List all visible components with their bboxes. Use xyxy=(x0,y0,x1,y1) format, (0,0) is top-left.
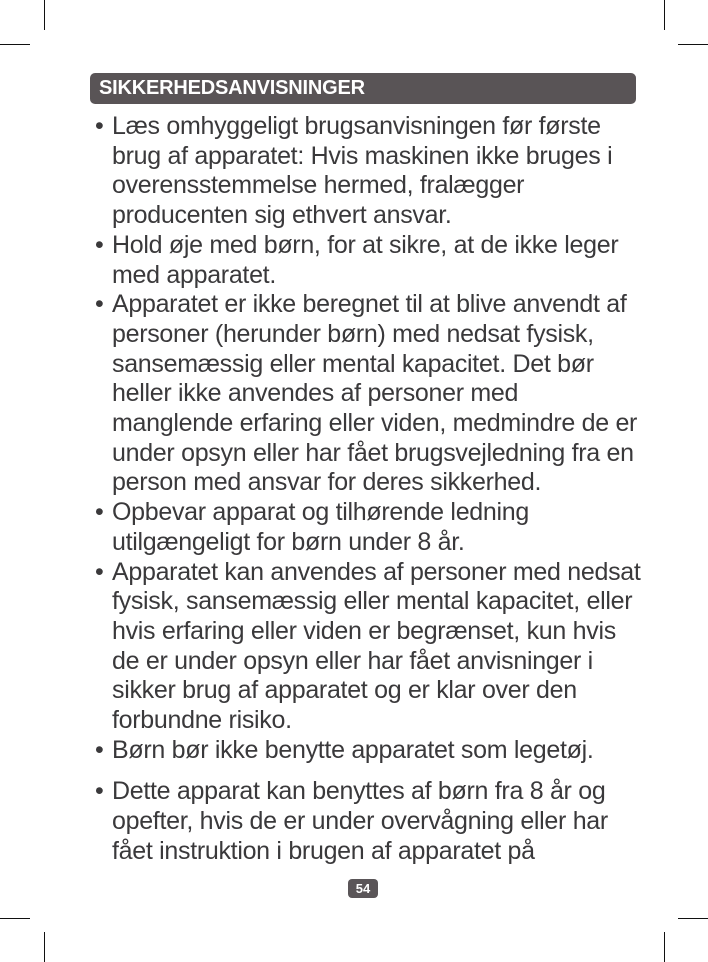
bullet-icon: • xyxy=(95,735,104,764)
list-item xyxy=(95,736,643,766)
bullet-icon: • xyxy=(95,290,104,319)
crop-mark-top-right-vertical xyxy=(664,0,665,30)
crop-mark-bottom-right-horizontal xyxy=(678,918,708,919)
bullet-icon: • xyxy=(95,777,104,806)
crop-mark-bottom-left-horizontal xyxy=(0,918,30,919)
safety-instructions-list xyxy=(95,112,643,867)
instruction-text: Hold øje med børn, for at sikre, at de ikke leger med apparatet. xyxy=(112,230,619,289)
instruction-text: Børn bør ikke benytte apparatet som legetøj. xyxy=(112,735,594,764)
instruction-text: Dette apparat kan benyttes af børn fra 8 år og opefter, hvis de er under overvågning eller har fået instruktion i brugen af apparatet på xyxy=(112,777,608,865)
instruction-text: Apparatet er ikke beregnet til at blive anvendt af personer (herunder børn) med nedsat fysisk, sansemæssig eller mental kapacitet. Det bør heller ikke anvendes af personer med manglende erfaring eller viden, medmindre de er under opsyn eller har fået brugsvejledning fra en person med ansvar for deres sikkerhed. xyxy=(112,290,638,497)
crop-mark-top-left-vertical xyxy=(44,0,45,30)
bullet-icon: • xyxy=(95,498,104,527)
instruction-text: Apparatet kan anvendes af personer med nedsat fysisk, sansemæssig eller mental kapacitet, eller hvis erfaring eller viden er begrænset, kun hvis de er under opsyn eller har fået anvisninger i sikker brug af apparatet og er klar over den forbundne risiko. xyxy=(112,557,641,735)
crop-mark-bottom-left-vertical xyxy=(44,932,45,962)
page-number-badge xyxy=(348,879,378,898)
bullet-icon: • xyxy=(95,112,104,140)
section-header-bar xyxy=(90,73,636,104)
instruction-text: Læs omhyggeligt brugsanvisningen før første brug af apparatet: Hvis maskinen ikke bruges i overensstemmelse hermed, fralægger producenten sig ethvert ansvar. xyxy=(112,112,613,230)
section-title: SIKKERHEDSANVISNINGER xyxy=(99,77,365,99)
page-number: 54 xyxy=(355,881,371,896)
list-item xyxy=(95,498,643,557)
list-item xyxy=(95,777,643,866)
instruction-text: Opbevar apparat og tilhørende ledning utilgængeligt for børn under 8 år. xyxy=(112,498,529,556)
crop-mark-bottom-right-vertical xyxy=(664,932,665,962)
list-item xyxy=(95,231,643,290)
crop-mark-top-right-horizontal xyxy=(678,44,708,45)
bullet-icon: • xyxy=(95,557,104,586)
list-item xyxy=(95,290,643,498)
list-item xyxy=(95,112,643,231)
crop-mark-top-left-horizontal xyxy=(0,44,30,45)
list-item xyxy=(95,558,643,736)
bullet-icon: • xyxy=(95,230,104,259)
